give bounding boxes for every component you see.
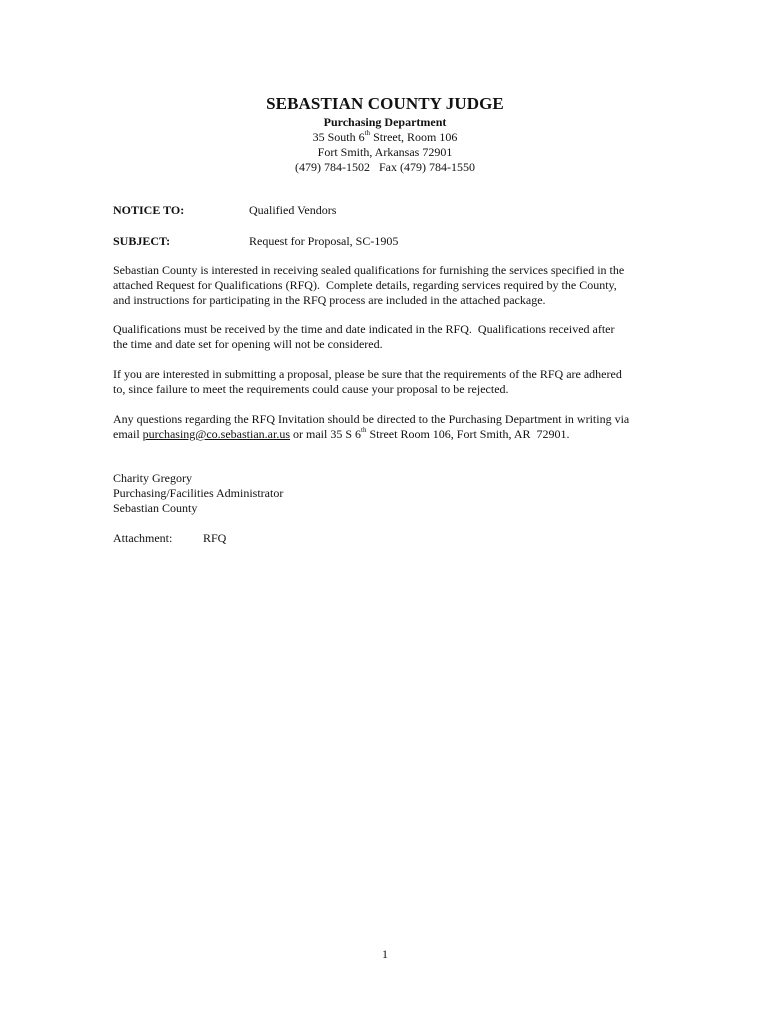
paragraph-line: attached Request for Qualifications (RFQ). Complete details, regarding services required by the County, [113,278,617,292]
signatory-name: Charity Gregory [113,471,192,485]
signatory-organization: Sebastian County [113,501,198,515]
paragraph-deadline [113,322,658,352]
city-state-zip: Fort Smith, Arkansas 72901 [317,145,453,159]
notice-label: NOTICE TO: [113,203,185,217]
email-prefix: email [113,427,143,441]
phone-fax: (479) 784-1502 Fax (479) 784-1550 [295,160,475,174]
attachment-value: RFQ [203,531,227,545]
paragraph-line: Qualifications must be received by the time and date indicated in the RFQ. Qualifications received after [113,322,615,336]
department-name: Purchasing Department [323,115,447,129]
subject-value: Request for Proposal, SC-1905 [249,234,399,248]
page-number: 1 [382,947,388,961]
attachment-label: Attachment: [113,531,173,545]
street-address-pre: 35 South 6 [312,130,365,144]
signature-block [113,471,658,516]
notice-row [113,203,653,218]
signatory-title: Purchasing/Facilities Administrator [113,486,284,500]
paragraph-line: the time and date set for opening will not be considered. [113,337,383,351]
paragraph-line: Sebastian County is interested in receiving sealed qualifications for furnishing the services specified in the [113,263,625,277]
subject-row [113,234,653,249]
paragraph-line: If you are interested in submitting a proposal, please be sure that the requirements of the RFQ are adhered [113,367,622,381]
letterhead-title: SEBASTIAN COUNTY JUDGE [266,94,504,113]
street-ordinal-suffix: th [361,426,367,434]
paragraph-questions [113,412,658,442]
letterhead [0,93,770,175]
mail-address-post: Street Room 106, Fort Smith, AR 72901. [366,427,570,441]
paragraph-line [113,427,658,442]
paragraph-intro [113,263,658,308]
street-address-post: Street, Room 106 [370,130,458,144]
mail-address-pre: or mail 35 S 6 [290,427,362,441]
notice-value: Qualified Vendors [249,203,337,217]
paragraph-line: and instructions for participating in the RFQ process are included in the attached package. [113,293,546,307]
paragraph-requirements [113,367,658,397]
street-address [0,130,770,145]
attachment-row [113,531,653,546]
paragraph-line: Any questions regarding the RFQ Invitation should be directed to the Purchasing Department in writing via [113,412,630,426]
subject-label: SUBJECT: [113,234,171,248]
street-ordinal-suffix: th [364,129,371,137]
email-link[interactable]: purchasing@co.sebastian.ar.us [142,427,291,441]
paragraph-line: to, since failure to meet the requirements could cause your proposal to be rejected. [113,382,509,396]
